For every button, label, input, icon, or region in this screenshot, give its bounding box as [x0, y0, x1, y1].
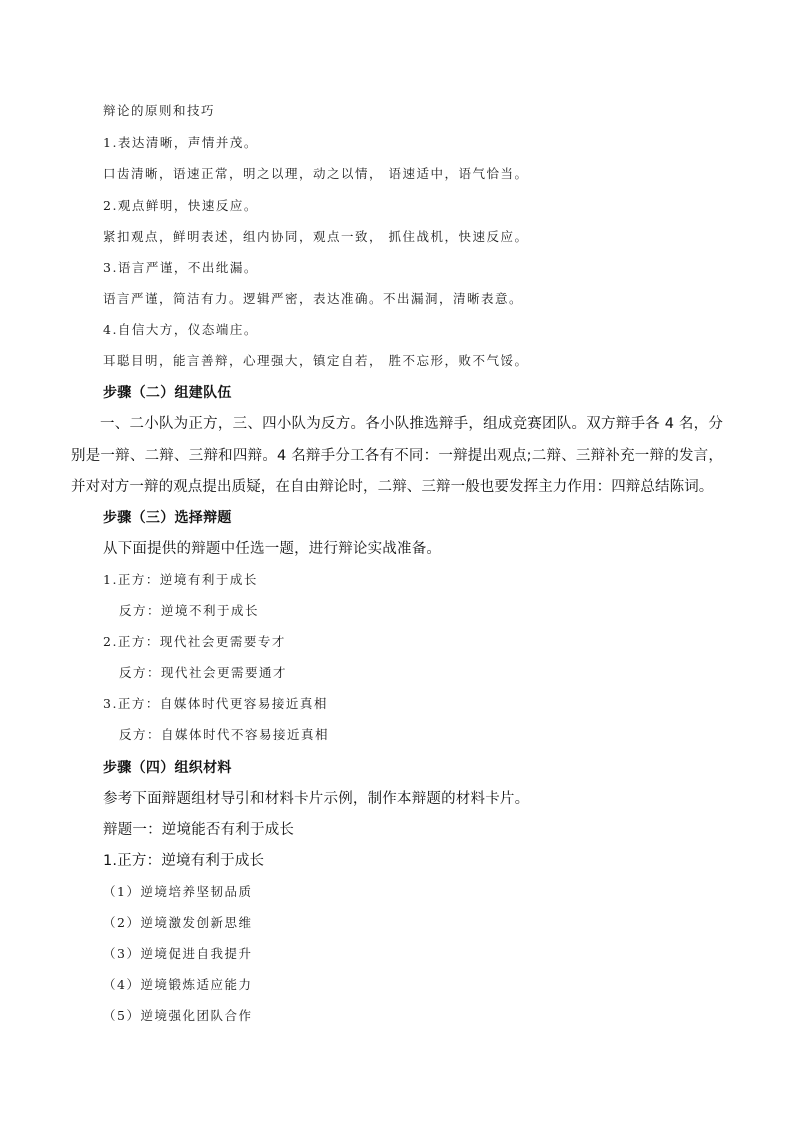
step3-heading: 步骤（三）选择辩题 [103, 510, 232, 526]
point-1: （1）逆境培养坚韧品质 [103, 884, 253, 899]
topic-1-pro: 1.正方：逆境有利于成长 [103, 572, 258, 587]
step2-heading: 步骤（二）组建队伍 [103, 385, 232, 401]
step2-paragraph: 一、二小队为正方，三、四小队为反方。各小队推选辩手，组成竞赛团队。双方辩手各 4 名，分别是一辩、二辩、三辩和四辩。4 名辩手分工各有不同：一辩提出观点;二辩、三辩补充一辩的发言，并对对方一辩的观点提出质疑，在自由辩论时，二辩、三辩一般也要发挥主力作用：四辩总结陈词。 [71, 416, 723, 495]
topic-2-pro: 2.正方：现代社会更需要专才 [103, 634, 286, 649]
point-4: （4）逆境锻炼适应能力 [103, 977, 253, 992]
topic-2-con: 反方：现代社会更需要通才 [119, 665, 288, 680]
point-5: （5）逆境强化团队合作 [103, 1008, 253, 1023]
principle-4-body: 耳聪目明，能言善辩，心理强大，镇定自若， 胜不忘形，败不气馁。 [103, 353, 529, 368]
principle-3-head: 3.语言严谨，不出纰漏。 [103, 260, 258, 275]
principle-2-body: 紧扣观点，鲜明表述，组内协同，观点一致， 抓住战机，快速反应。 [103, 229, 529, 244]
principle-4-head: 4.自信大方，仪态端庄。 [103, 322, 258, 337]
principle-3-body: 语言严谨，简洁有力。逻辑严密，表达准确。不出漏洞，清晰表意。 [103, 291, 524, 306]
topic-1-con: 反方：逆境不利于成长 [119, 603, 260, 618]
debate-topic-1-side: 1.正方：逆境有利于成长 [103, 853, 265, 869]
step4-heading: 步骤（四）组织材料 [103, 760, 232, 776]
point-3: （3）逆境促进自我提升 [103, 946, 253, 961]
step3-intro: 从下面提供的辩题中任选一题，进行辩论实战准备。 [103, 541, 442, 557]
debate-topic-1-title: 辩题一：逆境能否有利于成长 [103, 822, 295, 838]
step4-intro: 参考下面辩题组材导引和材料卡片示例，制作本辩题的材料卡片。 [103, 791, 530, 807]
principle-1-head: 1.表达清晰，声情并茂。 [103, 135, 258, 150]
point-2: （2）逆境激发创新思维 [103, 915, 253, 930]
topic-3-con: 反方：自媒体时代不容易接近真相 [119, 727, 330, 742]
principles-title: 辩论的原则和技巧 [103, 103, 216, 118]
topic-3-pro: 3.正方：自媒体时代更容易接近真相 [103, 696, 328, 711]
principle-2-head: 2.观点鲜明，快速反应。 [103, 198, 258, 213]
principle-1-body: 口齿清晰，语速正常，明之以理，动之以情， 语速适中，语气恰当。 [103, 166, 529, 181]
